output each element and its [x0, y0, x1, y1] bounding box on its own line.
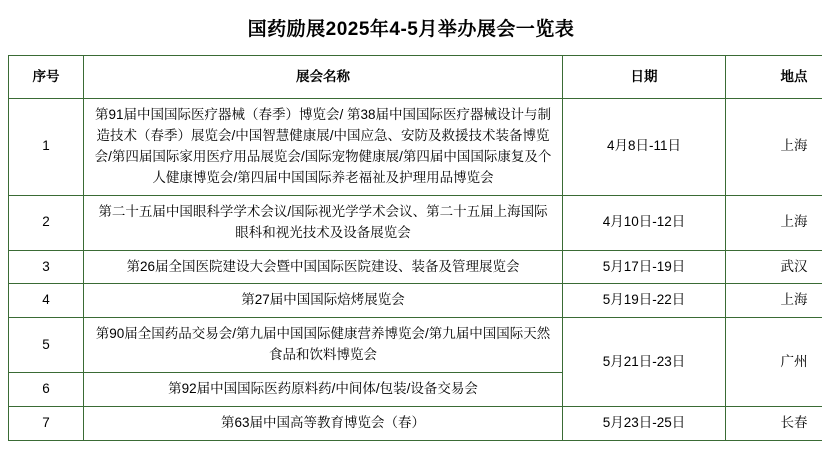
table-row [9, 318, 822, 373]
table-header [9, 56, 822, 99]
table-row [9, 407, 822, 441]
cell-name [84, 373, 563, 407]
cell-date: 4月8日-11日 [563, 99, 726, 196]
table-header-row [9, 56, 822, 99]
cell-place: 广州 [726, 318, 822, 407]
cell-date: 4月10日-12日 [563, 195, 726, 250]
table-row [9, 195, 822, 250]
column-header-date: 日期 [563, 56, 726, 99]
table-row [9, 284, 822, 318]
table-row [9, 250, 822, 284]
cell-place: 上海 [726, 284, 822, 318]
cell-name [84, 407, 563, 441]
cell-place: 上海 [726, 195, 822, 250]
exhibition-schedule-table [8, 55, 822, 441]
cell-name [84, 284, 563, 318]
column-header-place: 地点 [726, 56, 822, 99]
cell-index: 2 [9, 195, 84, 250]
cell-date: 5月17日-19日 [563, 250, 726, 284]
exhibition-name-text: 第27届中国国际焙烤展览会 [241, 292, 405, 308]
cell-index: 4 [9, 284, 84, 318]
cell-name [84, 250, 563, 284]
table-row [9, 99, 822, 196]
cell-index: 6 [9, 373, 84, 407]
cell-index: 1 [9, 99, 84, 196]
exhibition-name-text: 第二十五届中国眼科学学术会议/国际视光学学术会议、第二十五届上海国际眼科和视光技术及设备展览会 [98, 203, 548, 240]
table-body [9, 99, 822, 441]
cell-name [84, 99, 563, 196]
table-container [0, 55, 822, 441]
cell-place: 长春 [726, 407, 822, 441]
exhibition-name-text: 第92届中国国际医药原料药/中间体/包装/设备交易会 [168, 381, 478, 397]
exhibition-name-text: 第26届全国医院建设大会暨中国国际医院建设、装备及管理展览会 [126, 258, 520, 274]
exhibition-name-text: 第91届中国国际医疗器械（春季）博览会/ 第38届中国国际医疗器械设计与制造技术（春季）展览会/中国智慧健康展/中国应急、安防及救援技术装备博览会/第四届国际家用医疗用品展览会/国际宠物健康展/第四届中国国际康复及个人健康博览会/第四届中国国际养老福祉及护理用品博览会 [94, 107, 552, 185]
cell-index: 5 [9, 318, 84, 373]
cell-name [84, 318, 563, 373]
cell-name [84, 195, 563, 250]
exhibition-name-text: 第90届全国药品交易会/第九届中国国际健康营养博览会/第九届中国国际天然食品和饮料博览会 [95, 326, 551, 363]
cell-date: 5月21日-23日 [563, 318, 726, 407]
cell-index: 7 [9, 407, 84, 441]
cell-date: 5月23日-25日 [563, 407, 726, 441]
cell-date: 5月19日-22日 [563, 284, 726, 318]
column-header-index: 序号 [9, 56, 84, 99]
cell-place: 武汉 [726, 250, 822, 284]
page-title: 国药励展2025年4-5月举办展会一览表 [247, 19, 575, 40]
cell-place: 上海 [726, 99, 822, 196]
exhibition-name-text: 第63届中国高等教育博览会（春） [220, 415, 426, 431]
cell-index: 3 [9, 250, 84, 284]
column-header-name: 展会名称 [84, 56, 563, 99]
